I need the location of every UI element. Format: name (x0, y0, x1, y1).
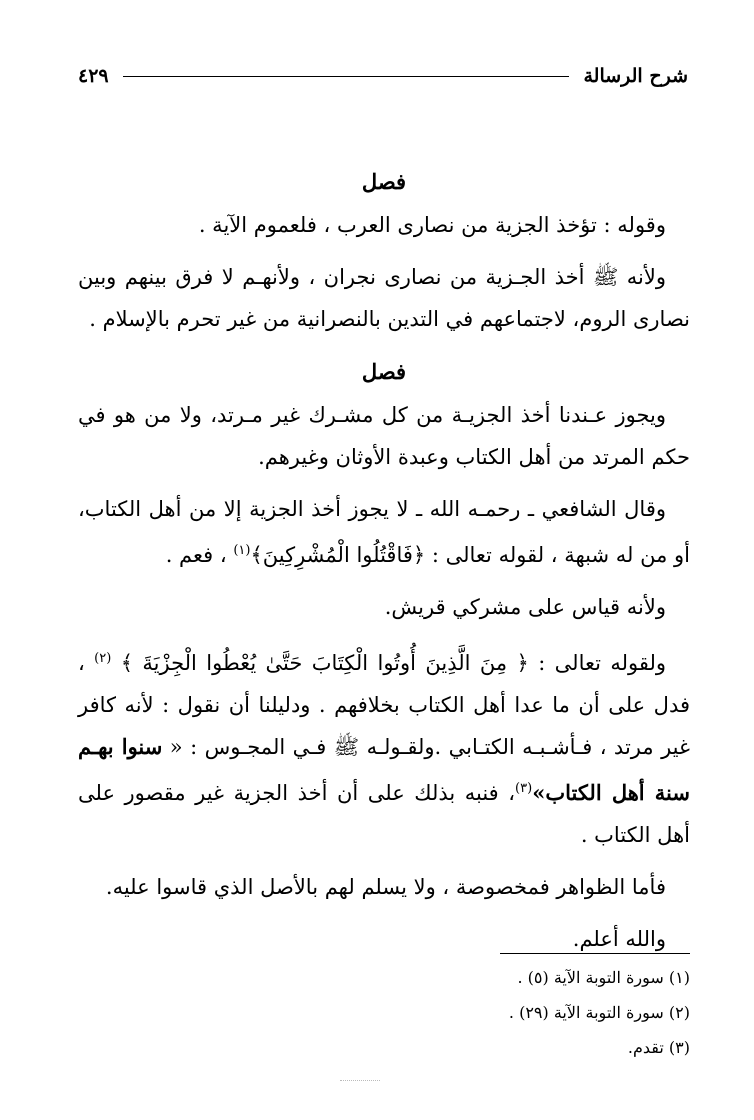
paragraph (78, 394, 690, 478)
footnote-rule (500, 953, 690, 954)
page-bottom-mark (340, 1080, 380, 1081)
footnote-ref[interactable]: (٢) (94, 651, 112, 666)
quote-close: » (532, 780, 546, 805)
footnotes (390, 968, 690, 1073)
paragraph-text: وقوله : تؤخذ الجزية من نصارى العرب ، فلعموم الآية . (198, 213, 666, 237)
paragraph (78, 256, 690, 340)
section-heading: فصل (361, 359, 407, 384)
paragraph (78, 488, 690, 576)
footnote-ref[interactable]: (٣) (515, 781, 533, 796)
book-title: شرح الرسالة (583, 65, 688, 87)
paragraph (78, 204, 690, 246)
paragraph (78, 866, 690, 908)
paragraph-text: ، فدل على أن ما عدا أهل الكتاب بخلافهم . ودليلنا أن نقول : لأنه كافر غير مرتد ، فـأشـبـه الكتـابي .ولقـولـه ﷺ فـي المجـوس : « (78, 651, 690, 759)
paragraph-text: فأما الظواهر فمخصوصة ، ولا يسلم لهم بالأصل الذي قاسوا عليه. (105, 875, 666, 899)
page-number: ٤٢٩ (78, 65, 109, 87)
paragraph-text: ولأنه ﷺ أخذ الجـزية من نصارى نجران ، ولأنهـم لا فرق بينهم وبين نصارى الروم، لاجتماعهم في التدين بالنصرانية من غير تحرم بالإسلام . (78, 265, 690, 331)
footnote: (٢) سورة التوبة الآية (٢٩) . (508, 1003, 690, 1022)
footnote: (٣) تقدم. (627, 1038, 690, 1057)
paragraph (78, 638, 690, 856)
main-text (78, 160, 690, 970)
paragraph-text: ولأنه قياس على مشركي قريش. (384, 595, 666, 619)
paragraph-text: ويجوز عـندنا أخذ الجزيـة من كل مشـرك غير مـرتد، ولا من هو في حكم المرتد من أهل الكتاب وعبدة الأوثان وغيرهم. (78, 403, 690, 469)
footnote: (١) سورة التوبة الآية (٥) . (517, 968, 690, 987)
header-rule (123, 76, 570, 77)
hadith-quote: سنوا بهـم سنة أهل الكتاب (78, 734, 690, 805)
footnote-ref[interactable]: (١) (233, 543, 251, 558)
paragraph-text: ولقوله تعالى : ﴿ مِنَ الَّذِينَ أُوتُوا الْكِتَابَ حَتَّىٰ يُعْطُوا الْجِزْيَةَ ﴾ (111, 651, 667, 675)
paragraph-text: ، فنبه بذلك على أن أخذ الجزية غير مقصور على أهل الكتاب . (78, 781, 690, 847)
paragraph (78, 586, 690, 628)
section-heading: فصل (361, 169, 407, 194)
paragraph-text: وقال الشافعي ـ رحمـه الله ـ لا يجوز أخذ الجزية إلا من أهل الكتاب، أو من له شبهة ، لقوله تعالى : ﴿فَاقْتُلُوا الْمُشْرِكِينَ﴾ (78, 497, 690, 567)
paragraph-text: ، فعم . (165, 543, 234, 567)
paragraph-text: والله أعلم. (572, 927, 666, 951)
running-header (78, 64, 688, 88)
